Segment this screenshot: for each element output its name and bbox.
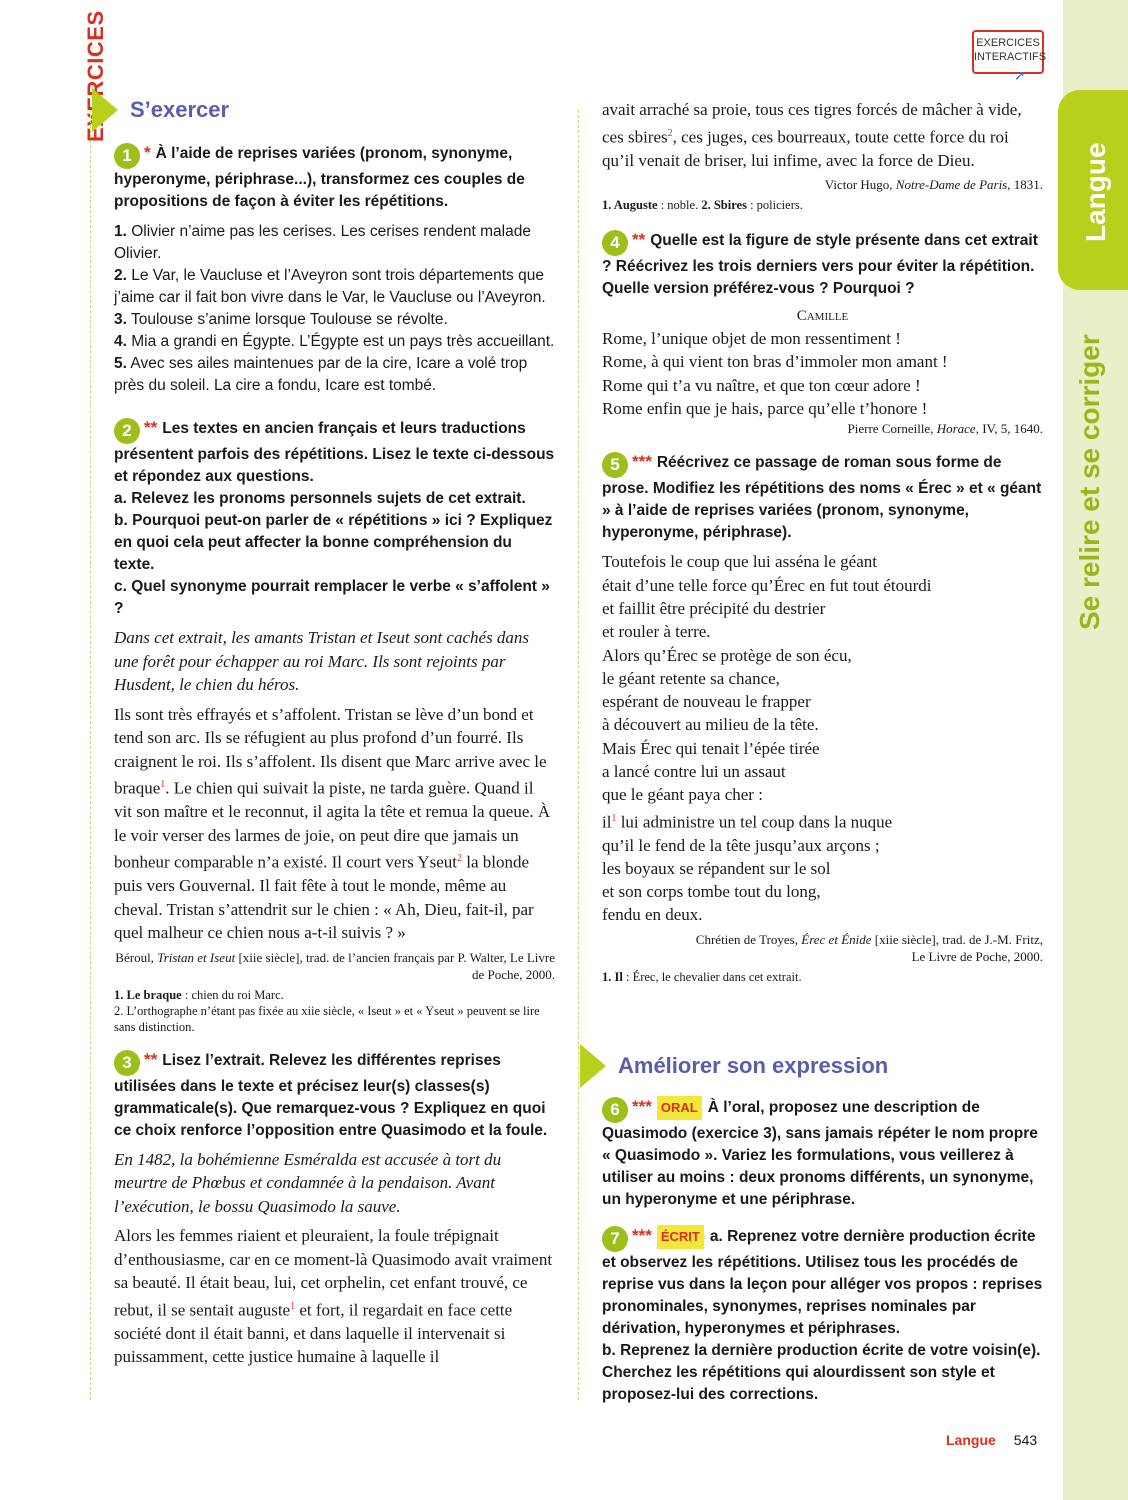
exercise-number: 7 (602, 1226, 628, 1252)
section-ameliorer (580, 1044, 888, 1088)
difficulty-stars: *** (632, 1097, 652, 1116)
difficulty-stars: *** (632, 452, 652, 472)
exercise-6 (602, 1096, 1043, 1211)
exercise-2-head (114, 417, 555, 488)
interactive-line2: INTERACTIFS (974, 51, 1047, 63)
exercise-4 (602, 229, 1043, 437)
ecrit-badge: ÉCRIT (657, 1225, 704, 1249)
page-number: 543 (1013, 1432, 1038, 1448)
verse: Rome, à qui vient ton bras d’immoler mon amant ! (602, 352, 948, 372)
verse: a lancé contre lui un assaut (602, 762, 786, 782)
exercise-5 (602, 451, 1043, 984)
section-title-1: S’exercer (130, 97, 230, 122)
verse: les boyaux se répandent sur le sol (602, 858, 831, 878)
cursor-arrow-icon: ➚ (1014, 67, 1026, 83)
list-item: 4. Mia a grandi en Égypte. L’Égypte est un pays très accueillant. (114, 333, 555, 350)
exercise-4-head (602, 229, 1043, 300)
extract-source: Chrétien de Troyes, Érec et Énide [xiie siècle], trad. de J.-M. Fritz, Le Livre de Poche, 2000. (695, 931, 1043, 964)
verse: que le géant paya cher : (602, 785, 763, 805)
exercise-number: 4 (602, 230, 628, 256)
verse: et son corps tombe tout du long, (602, 882, 821, 902)
verse: qu’il le fend de la tête jusqu’aux arçons ; (602, 835, 880, 855)
extract-intro: Dans cet extrait, les amants Tristan et Iseut sont cachés dans une forêt pour échapper au roi Marc. Ils sont rejoints par Husdent, le chien du héros. (114, 628, 530, 694)
exercise-1 (114, 142, 555, 397)
exercise-number: 6 (602, 1097, 628, 1123)
extract-source: Béroul, Tristan et Iseut [xiie siècle], trad. de l’ancien français par P. Walter, Le Livre de Poche, 2000. (115, 949, 555, 982)
footnote-ref: 1 (290, 1300, 296, 1312)
exercise-number: 3 (114, 1050, 140, 1076)
verse: et faillit être précipité du destrier (602, 598, 826, 618)
verse: fendu en deux. (602, 905, 703, 925)
footer-label: Langue (946, 1432, 996, 1448)
verse: à découvert au milieu de la tête. (602, 715, 819, 735)
exercise-5-head (602, 451, 1043, 544)
triangle-icon (92, 88, 118, 132)
extract-source: Pierre Corneille, Horace, IV, 5, 1640. (847, 421, 1043, 437)
oral-badge: ORAL (657, 1096, 702, 1120)
page-footer (946, 1432, 1037, 1448)
left-column (114, 142, 555, 1369)
middle-divider (578, 110, 579, 1400)
verse: était d’une telle force qu’Érec en fut tout étourdi (602, 575, 932, 595)
verse: Toutefois le coup que lui asséna le géant (602, 552, 877, 572)
verse: espérant de nouveau le frapper (602, 692, 811, 712)
exercise-7-head (602, 1225, 1043, 1340)
footnote-ref: 2 (457, 853, 463, 865)
exercise-instruction: Les textes en ancien français et leurs traductions présentent parfois des répétitions. Lisez le texte ci-dessous et répondez aux questions. (114, 420, 555, 485)
interactive-line1: EXERCICES (976, 37, 1040, 49)
footnote-ref: 1 (160, 779, 166, 790)
footnote-ref: 1 (611, 812, 617, 824)
verse: Rome, l’unique objet de mon ressentiment ! (602, 329, 901, 349)
footnotes: 1. Auguste : noble. 2. Sbires : policiers. (602, 198, 803, 213)
triangle-icon (580, 1044, 606, 1088)
question-b: b. Pourquoi peut-on parler de « répétitions » ici ? Expliquez en quoi cela peut affecter la bonne compréhension du texte. (114, 512, 553, 573)
question-c: c. Quel synonyme pourrait remplacer le verbe « s’affolent » ? (114, 578, 550, 617)
footnotes (114, 987, 555, 1035)
exercise-3 (114, 1049, 555, 1369)
langue-tab[interactable]: Langue (1058, 90, 1128, 290)
difficulty-stars: *** (632, 1226, 652, 1245)
exercise-instruction-b: b. Reprenez la dernière production écrite de votre voisin(e). Cherchez les répétitions qui alourdissent son style et proposez-lui des corrections. (602, 1342, 1041, 1403)
exercise-7 (602, 1225, 1043, 1406)
list-item: 5. Avec ses ailes maintenues par de la cire, Icare a volé trop près du soleil. La cire a fondu, Icare est tombé. (114, 355, 528, 394)
footnote-ref: 2 (667, 127, 673, 139)
question-a: a. Relevez les pronoms personnels sujets de cet extrait. (114, 490, 526, 507)
interactive-exercises-button[interactable] (972, 30, 1047, 83)
extract-text: Ils sont très effrayés et s’affolent. Tristan se lève d’un bond et tend son arc. Ils se réfugient au plus profond d’un fourré. Ils craignent le roi. Ils s’affolent. Ils disent que Marc arrive avec le braque$^1$. Le chien qui suivait la piste, ne tarda guère. Quand il vit son maître et le reconnut, il agita la tête et remua la queue. À le voir verser des larmes de joie, on peut dire que jamais un bonheur comparable n’a existé. Il court vers Yseut$^2$ la blonde puis vers Gouvernal. Il fait fête à tout le monde, même au cheval. Tristan s’attendrit sur le chien : « Ah, Dieu, fait-il, par quel malheur ce chien nous a-t-il suivis ? » (114, 704, 551, 943)
list-item: 2. Le Var, le Vaucluse et l’Aveyron sont trois départements que j’aime car il fait bon vivre dans le Var, le Vaucluse ou l’Aveyron. (114, 267, 546, 306)
footnotes: 1. Il : Érec, le chevalier dans cet extrait. (602, 969, 802, 984)
difficulty-stars: ** (144, 418, 158, 437)
exercise-1-head (114, 142, 555, 213)
exercise-instruction: Quelle est la figure de style présente dans cet extrait ? Réécrivez les trois derniers vers pour éviter la répétition. Quelle version préférez-vous ? Pourquoi ? (602, 232, 1038, 298)
verses (602, 550, 1043, 926)
right-column (602, 98, 1043, 985)
exercise-instruction: a. Reprenez votre dernière production écrite et observez les répétitions. Utilisez tous les procédés de reprise vus dans la leçon pour alléger vos propos : reprises pronominales, synonymes, reprises nominales par dérivation, hyperonymes et périphrases. (602, 1228, 1043, 1337)
list-item: 1. Olivier n’aime pas les cerises. Les cerises rendent malade Olivier. (114, 223, 531, 262)
exercise-2 (114, 417, 555, 1035)
exercise-1-items (114, 221, 555, 397)
section-title-2: Améliorer son expression (618, 1053, 889, 1078)
exercise-number: 2 (114, 418, 140, 444)
difficulty-stars: ** (144, 1049, 158, 1069)
footnote: 1. Le braque : chien du roi Marc. (114, 987, 284, 1002)
exercise-6-head (602, 1096, 1043, 1211)
exercise-3-head (114, 1049, 555, 1142)
verses (602, 327, 1043, 420)
difficulty-stars: ** (632, 230, 646, 250)
exercise-instruction: À l’aide de reprises variées (pronom, synonyme, hyperonyme, périphrase...), transformez ces couples de propositions de façon à éviter les répétitions. (114, 145, 525, 210)
exercise-instruction: Lisez l’extrait. Relevez les différentes reprises utilisées dans le texte et précisez leur(s) classes(s) grammaticale(s). Que remarquez-vous ? Expliquez en quoi ce choix renforce l’opposition entre Quasimodo et la foule. (114, 1051, 548, 1139)
verse: le géant retente sa chance, (602, 668, 780, 688)
verse: et rouler à terre. (602, 622, 711, 642)
exercise-instruction: À l’oral, proposez une description de Quasimodo (exercice 3), sans jamais répéter le nom propre « Quasimodo ». Variez les formulations, vous veillerez à utiliser au moins : deux pronoms différents, un synonyme, un hyperonyme et une périphrase. (602, 1099, 1038, 1208)
section-side-title: Se relire et se corriger (1074, 334, 1105, 630)
footnote: 2. L’orthographe n’étant pas fixée au xiie siècle, « Iseut » et « Yseut » peuvent se lire sans distinction. (114, 1003, 540, 1034)
verse: Alors qu’Érec se protège de son écu, (602, 645, 852, 665)
exercise-number: 1 (114, 143, 140, 169)
list-item: 3. Toulouse s’anime lorsque Toulouse se révolte. (114, 311, 448, 328)
exercise-number: 5 (602, 452, 628, 478)
right-column-bottom (602, 1096, 1043, 1406)
extract-intro: En 1482, la bohémienne Esméralda est accusée à tort du meurtre de Phœbus et condamnée à la pendaison. Avant l’exécution, le bossu Quasimodo la sauve. (114, 1149, 502, 1216)
verse: $il^1$ lui administre un tel coup dans la nuque (602, 812, 893, 832)
extract-source: Victor Hugo, Notre-Dame de Paris, 1831. (824, 177, 1043, 193)
verse: Mais Érec qui tenait l’épée tirée (602, 738, 820, 758)
verse: Rome enfin que je hais, parce qu’elle t’honore ! (602, 399, 928, 419)
character-name: Camille (796, 308, 849, 325)
left-divider (90, 110, 91, 1400)
extract-continuation: avait arraché sa proie, tous ces tigres forcés de mâcher à vide, ces sbires$^2$, ces juges, ces bourreaux, toute cette force du roi qu’il venait de briser, lui infime, avec la force de Dieu. (602, 100, 1022, 170)
exercise-instruction: Réécrivez ce passage de roman sous forme de prose. Modifiez les répétitions des noms « Érec » et « géant » à l’aide de reprises variées (pronom, synonyme, hyperonyme, périphrase). (602, 454, 1042, 542)
verse: Rome qui t’a vu naître, et que ton cœur adore ! (602, 375, 921, 395)
extract-text: Alors les femmes riaient et pleuraient, la foule trépignait d’enthousiasme, car en ce moment-là Quasimodo avait vraiment sa beauté. Il était beau, lui, cet orphelin, cet enfant trouvé, ce rebut, il se sentait auguste$^1$ et fort, il regardait en face cette société dont il était banni, et dans laquelle il intervenait si puissamment, cette justice humaine à laquelle il (114, 1226, 553, 1367)
exercices-side-label: EXERCICES (83, 10, 108, 142)
section-s-exercer (92, 88, 229, 132)
difficulty-stars: * (144, 143, 151, 162)
